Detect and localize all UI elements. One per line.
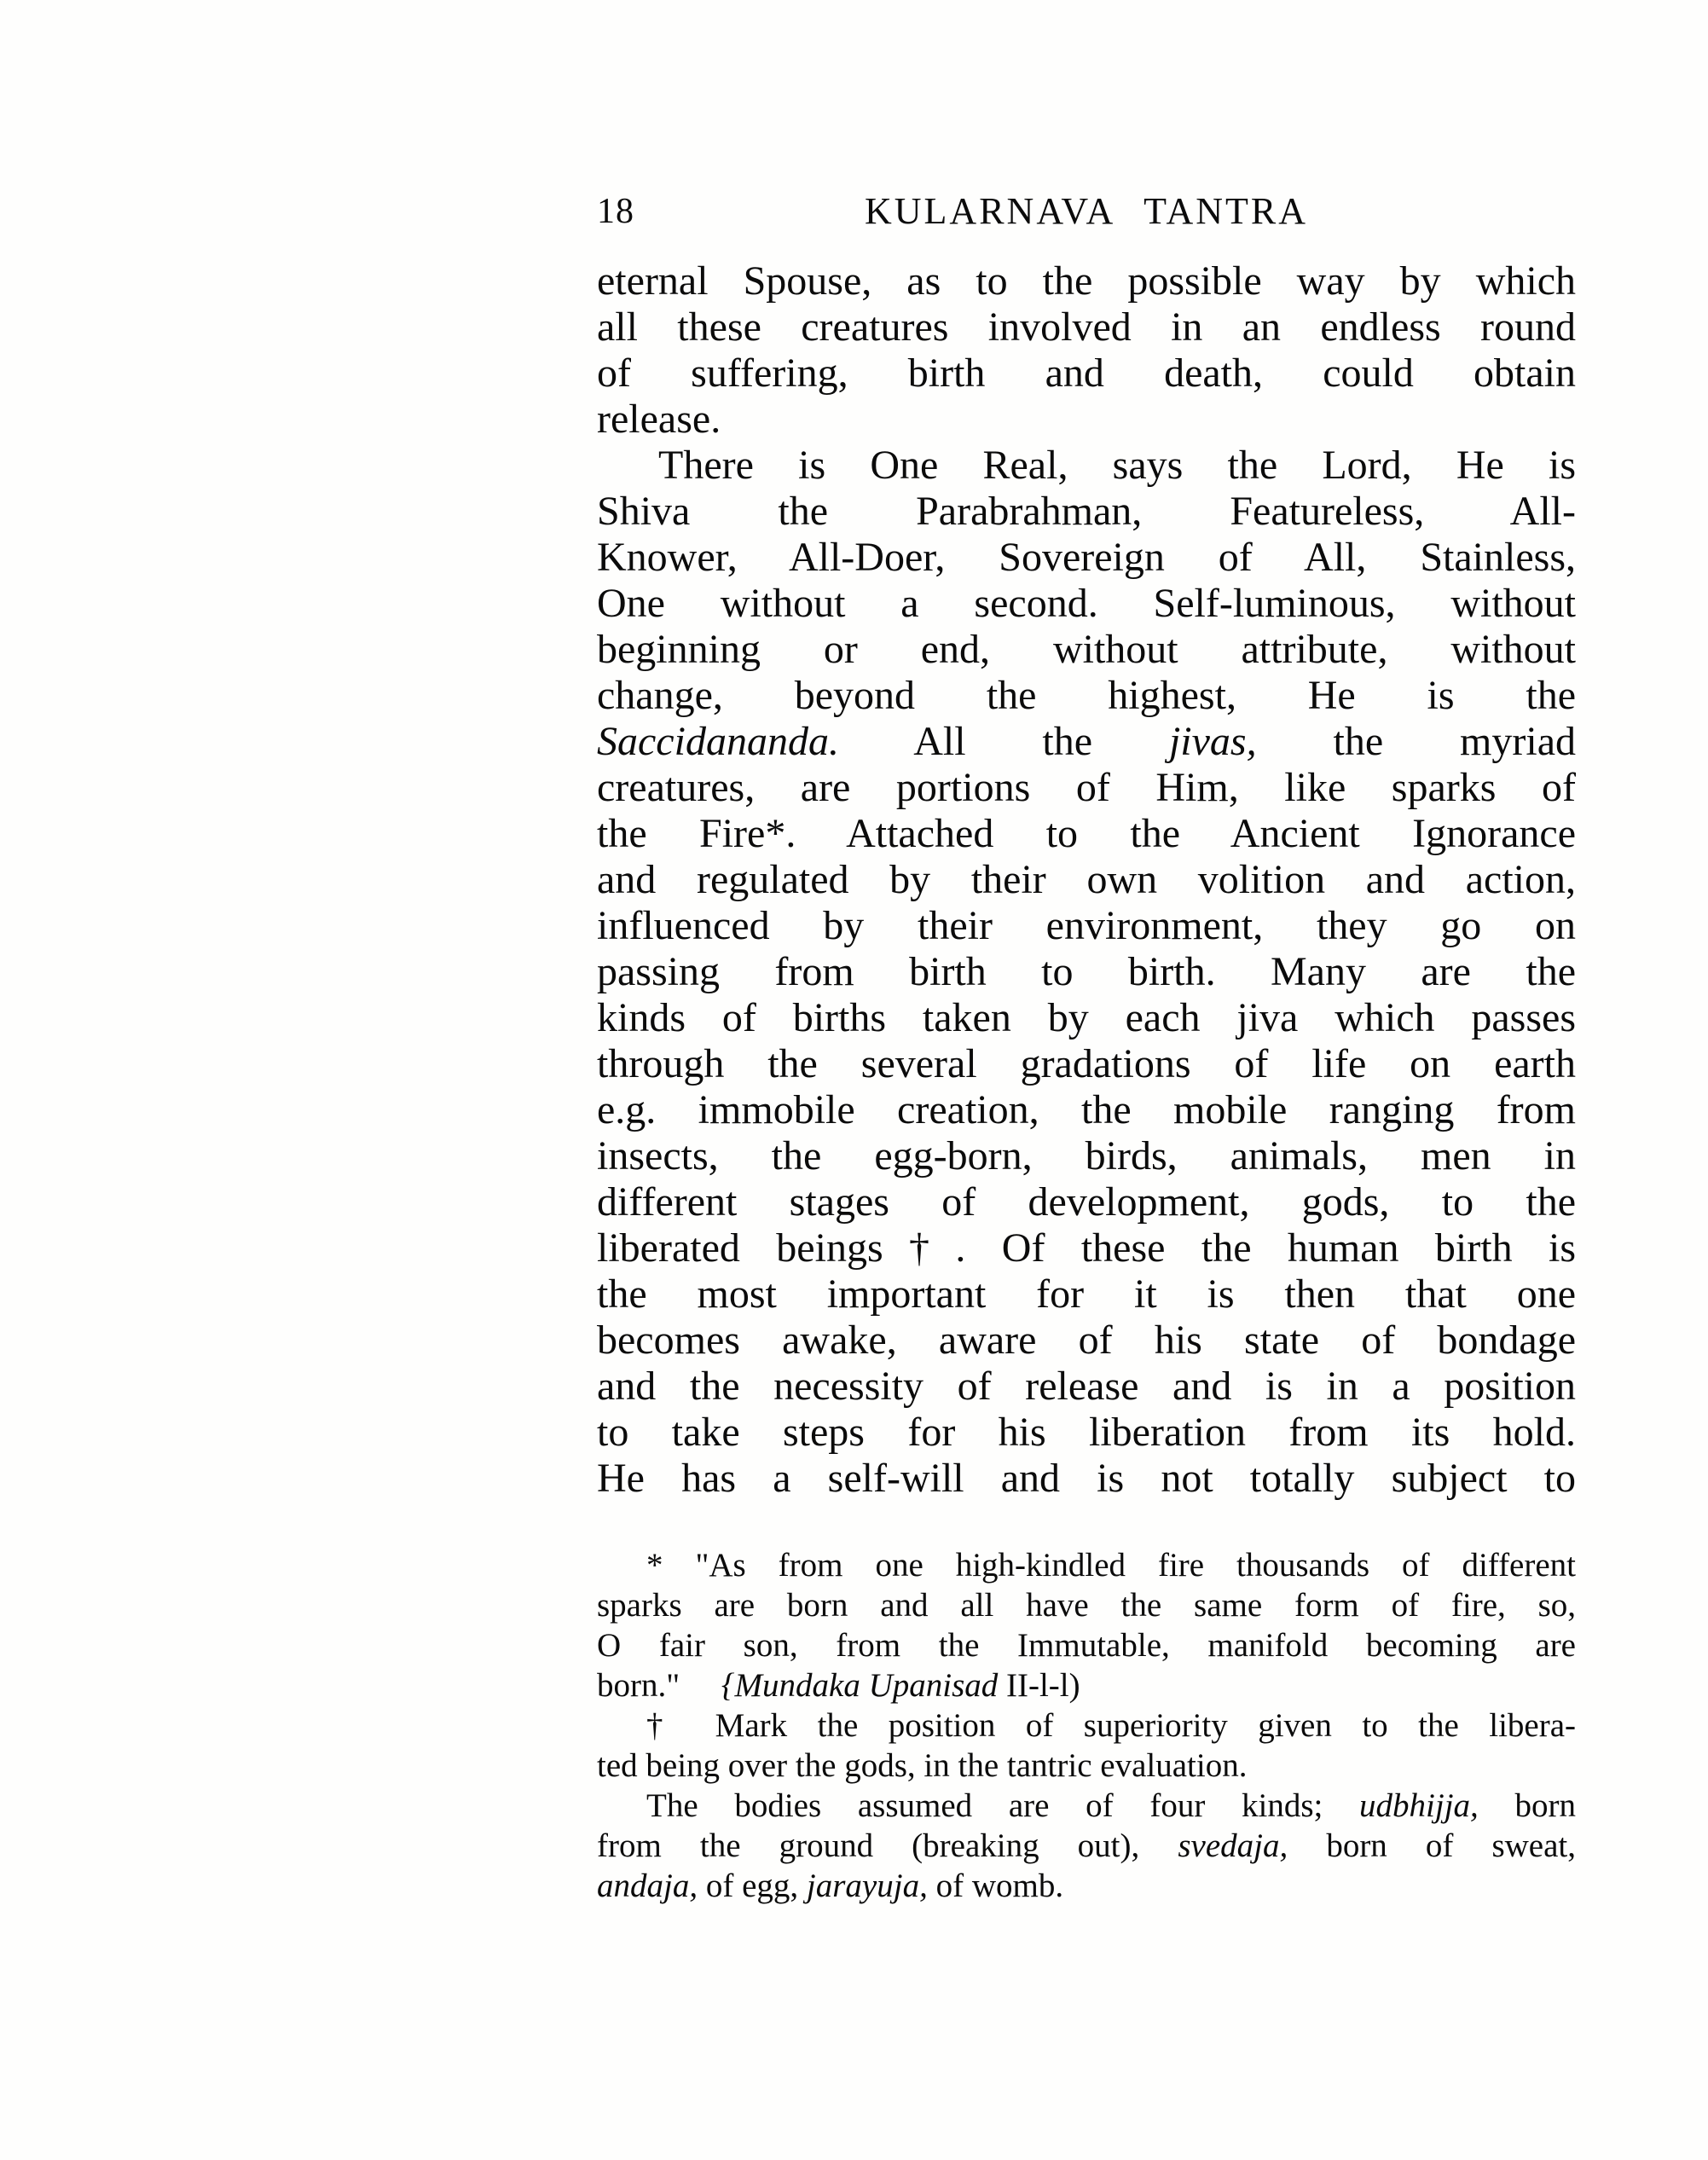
text-segment: Shiva the Parabrahman, Featureless, All-: [597, 489, 1576, 534]
text-segment: One without a second. Self-luminous, without: [597, 581, 1576, 626]
italic-text: jivas,: [1168, 719, 1257, 764]
text-line: [597, 857, 1576, 903]
text-segment: * "As from one high-kindled fire thousands of different: [646, 1547, 1576, 1584]
text-segment: There is One Real, says the Lord, He is: [658, 443, 1576, 488]
text-segment: liberated beings†. Of these the human birth is: [597, 1225, 1576, 1271]
text-segment: of suffering, birth and death, could obtain: [597, 350, 1576, 396]
text-segment: insects, the egg-born, birds, animals, men in: [597, 1133, 1576, 1178]
text-line: [597, 1364, 1576, 1410]
text-line: [597, 1317, 1576, 1364]
italic-text: udbhijja,: [1359, 1787, 1479, 1824]
text-segment: beginning or end, without attribute, without: [597, 627, 1576, 672]
text-line: [597, 1133, 1576, 1179]
italic-text: svedaja,: [1178, 1827, 1288, 1864]
text-segment: born of sweat,: [1288, 1827, 1576, 1864]
text-line: [597, 443, 1576, 489]
page-title: KULARNAVA TANTRA: [865, 190, 1308, 232]
text-line: [597, 1410, 1576, 1456]
text-segment: through the several gradations of life on earth: [597, 1041, 1576, 1086]
page-header: [597, 189, 1576, 232]
text-line: [597, 350, 1576, 397]
italic-text: jarayuja,: [806, 1868, 928, 1904]
text-segment: sparks are born and all have the same form of fire, so,: [597, 1587, 1576, 1624]
text-line: [597, 397, 1576, 443]
text-line: [597, 627, 1576, 673]
text-segment: II-l-l): [998, 1667, 1080, 1704]
text-line: [597, 1746, 1576, 1786]
text-segment: release.: [597, 397, 721, 442]
text-line: [597, 1087, 1576, 1133]
text-segment: and the necessity of release and is in a position: [597, 1364, 1576, 1409]
text-segment: the most important for it is then that one: [597, 1271, 1576, 1317]
text-line: [597, 1456, 1576, 1502]
text-segment: O fair son, from the Immutable, manifold becoming are: [597, 1627, 1576, 1664]
text-line: [597, 673, 1576, 719]
text-segment: The bodies assumed are of four kinds;: [646, 1787, 1360, 1824]
text-segment: e.g. immobile creation, the mobile ranging from: [597, 1087, 1576, 1132]
text-segment: passing from birth to birth. Many are the: [597, 949, 1576, 994]
text-segment: eternal Spouse, as to the possible way by which: [597, 258, 1576, 304]
text-segment: of womb.: [927, 1868, 1064, 1904]
text-segment: creatures, are portions of Him, like sparks of: [597, 765, 1576, 810]
text-segment: becomes awake, aware of his state of bondage: [597, 1317, 1576, 1363]
italic-text: andaja,: [597, 1868, 698, 1904]
text-line: [597, 1866, 1576, 1906]
text-segment: to take steps for his liberation from its hold.: [597, 1410, 1576, 1455]
text-segment: from the ground (breaking out),: [597, 1827, 1178, 1864]
text-segment: † Mark the position of superiority given to the libera-: [646, 1707, 1576, 1744]
text-segment: Knower, All-Doer, Sovereign of All, Stainless,: [597, 535, 1576, 580]
text-line: [597, 765, 1576, 811]
text-line: [597, 489, 1576, 535]
text-segment: change, beyond the highest, He is the: [597, 673, 1576, 718]
footnotes: [597, 1545, 1576, 1906]
text-line: [597, 1625, 1576, 1665]
text-segment: different stages of development, gods, to the: [597, 1179, 1576, 1225]
text-segment: and regulated by their own volition and action,: [597, 857, 1576, 902]
text-segment: born: [1478, 1787, 1576, 1824]
text-line: [597, 258, 1576, 304]
text-line: [597, 581, 1576, 627]
page-number: 18: [597, 192, 634, 231]
text-segment: the myriad: [1256, 719, 1576, 764]
text-line: [597, 811, 1576, 857]
text-line: [597, 304, 1576, 350]
text-line: [597, 1705, 1576, 1746]
text-segment: ted being over the gods, in the tantric evaluation.: [597, 1747, 1248, 1784]
text-line: [597, 903, 1576, 949]
text-segment: He has a self-will and is not totally subject to: [597, 1456, 1576, 1501]
text-line: [597, 995, 1576, 1041]
text-line: [597, 719, 1576, 765]
text-line: [597, 1225, 1576, 1271]
text-segment: of egg,: [698, 1868, 807, 1904]
text-segment: All the: [838, 719, 1169, 764]
text-segment: born.": [597, 1667, 721, 1704]
italic-text: {Mundaka Upanisad: [721, 1667, 999, 1704]
text-line: [597, 1786, 1576, 1826]
text-line: [597, 1545, 1576, 1585]
text-segment: influenced by their environment, they go on: [597, 903, 1576, 948]
text-line: [597, 1179, 1576, 1225]
main-text: [597, 258, 1576, 1502]
text-line: [597, 535, 1576, 581]
text-line: [597, 949, 1576, 995]
text-line: [597, 1271, 1576, 1317]
text-line: [597, 1826, 1576, 1866]
italic-text: Saccidananda.: [597, 719, 839, 764]
text-line: [597, 1665, 1576, 1705]
text-segment: kinds of births taken by each jiva which passes: [597, 995, 1576, 1040]
text-segment: all these creatures involved in an endless round: [597, 304, 1576, 350]
text-line: [597, 1041, 1576, 1087]
text-segment: the Fire*. Attached to the Ancient Ignorance: [597, 811, 1576, 856]
text-line: [597, 1585, 1576, 1625]
